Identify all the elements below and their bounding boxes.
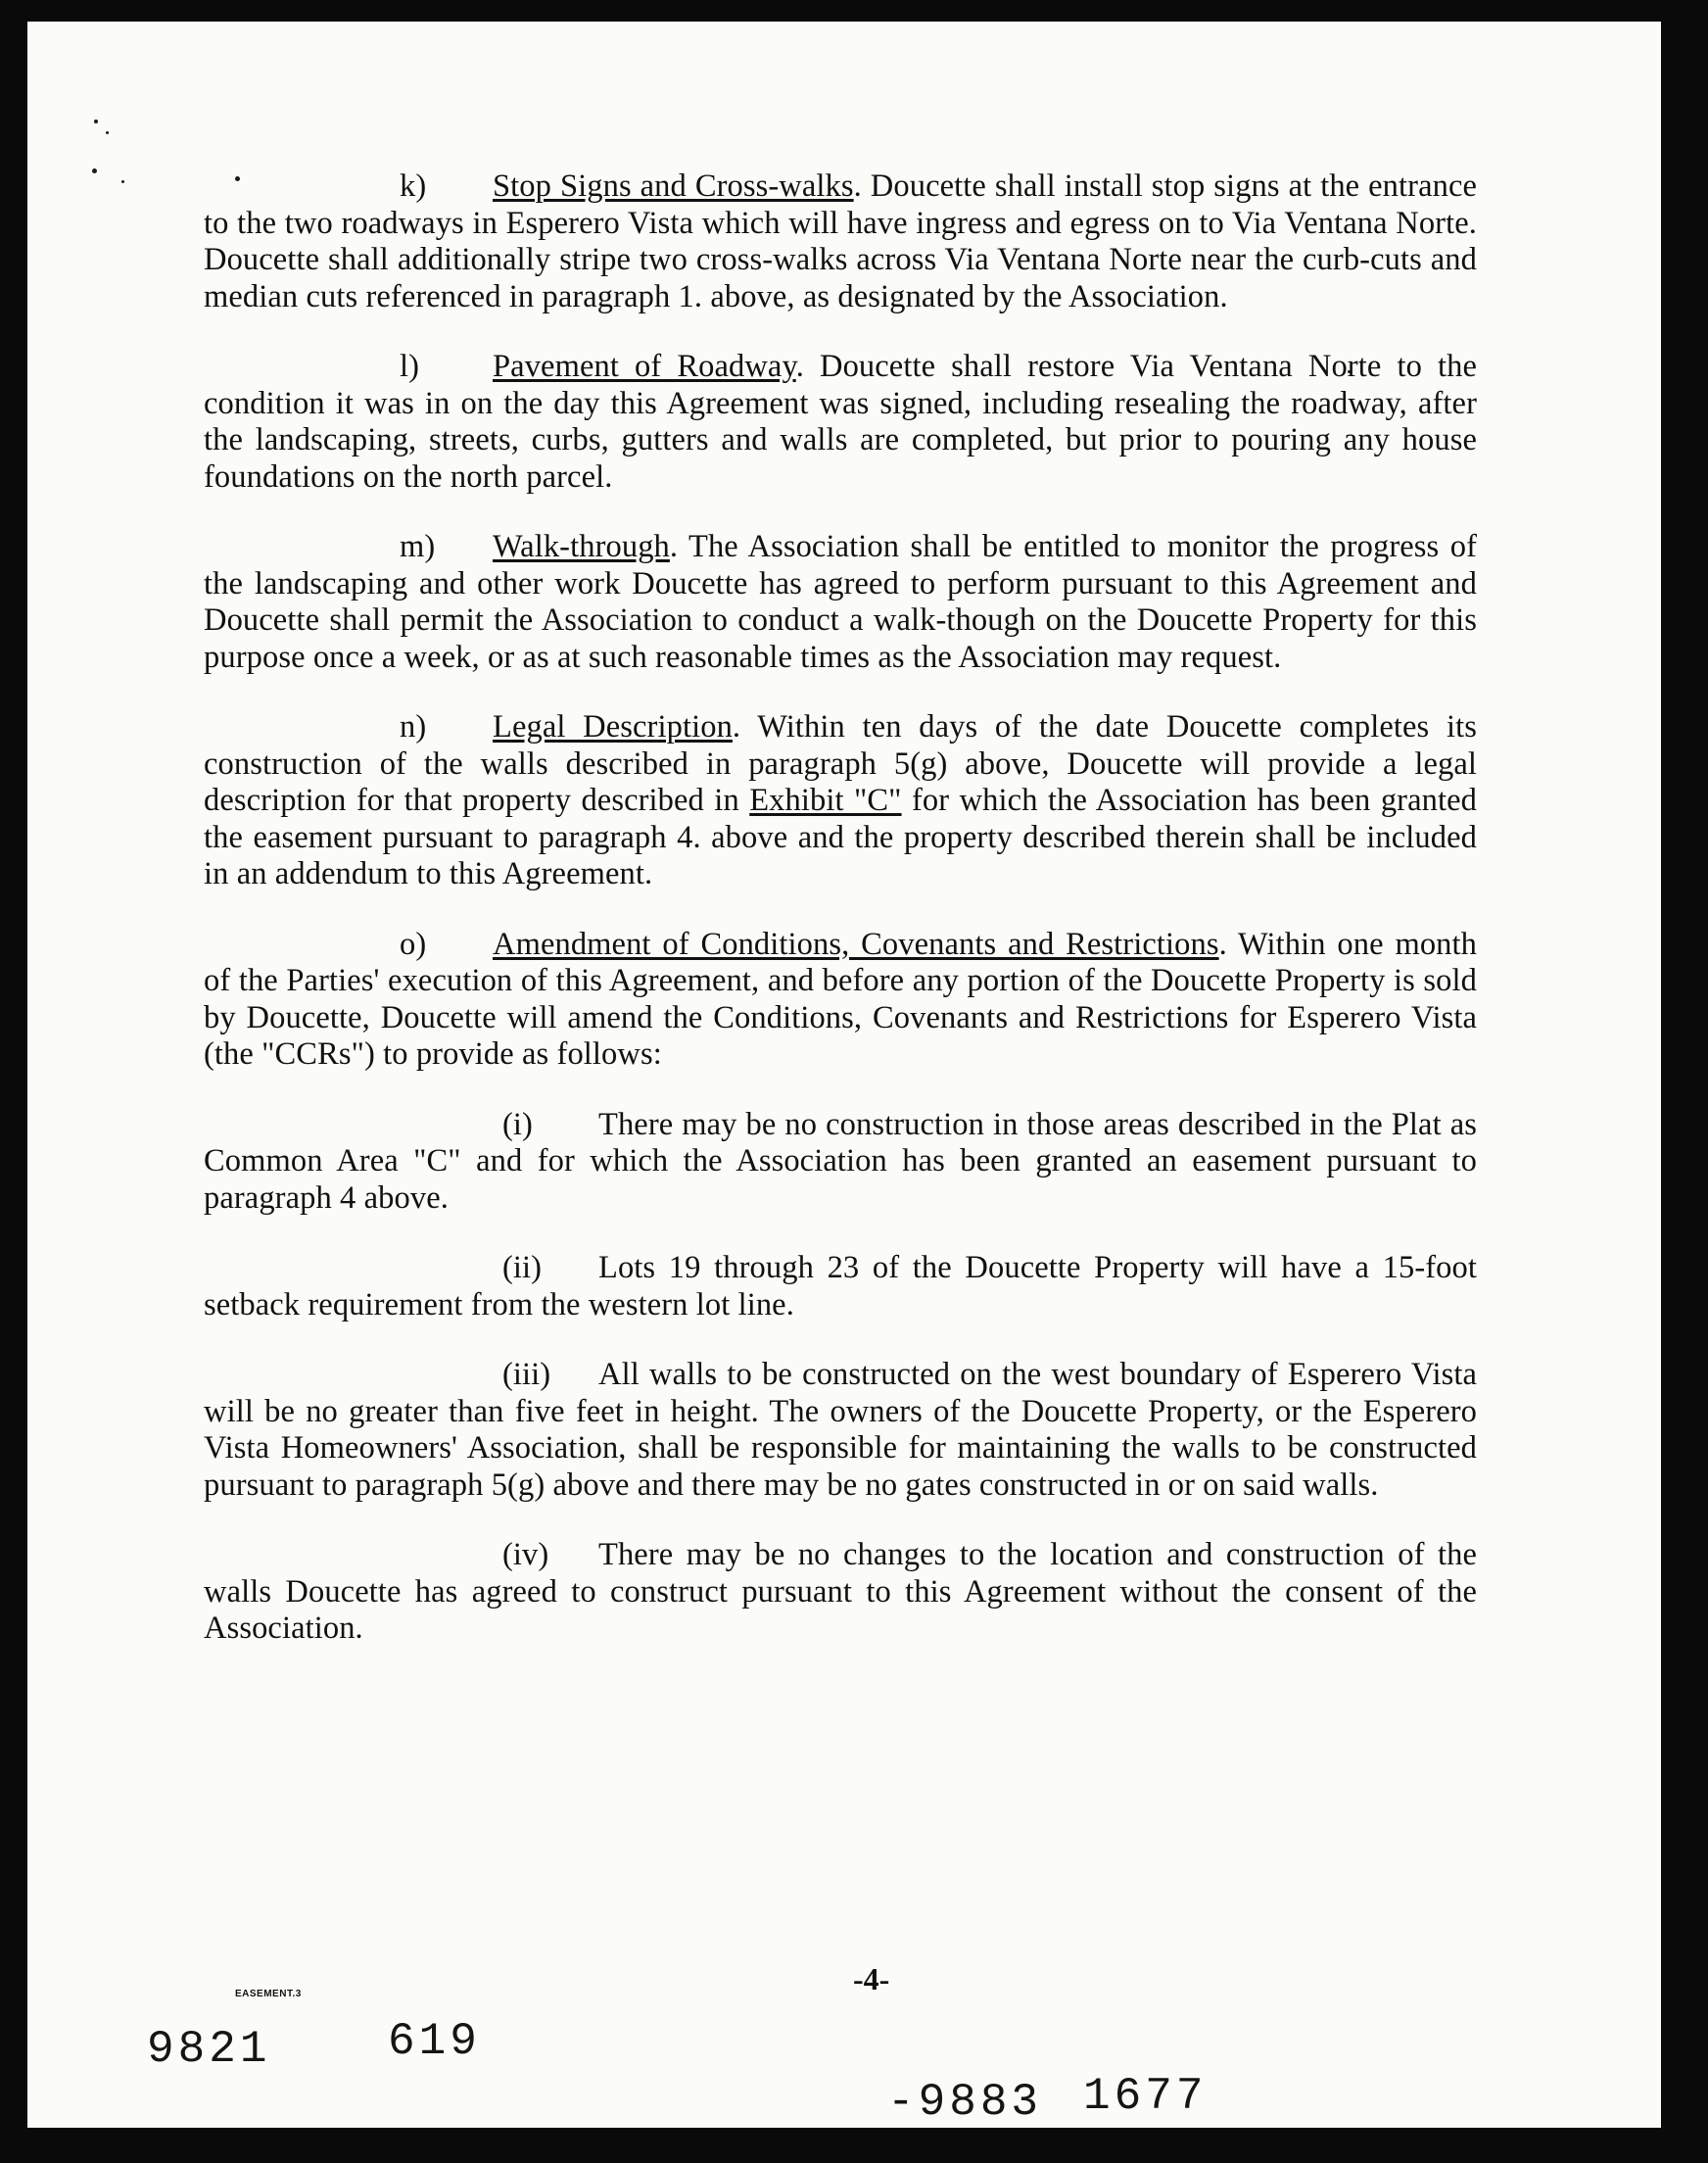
paragraph-text: Within one month of the Parties' execution of this Agreement, and before any portion of the Doucette Property is sold by Doucette, Doucette will amend the Conditions, Covenants and Restrictions for Esperero Vista (the "CCRs") to provide as follows: — [204, 926, 1478, 1072]
subparagraph-iii — [204, 1357, 1477, 1504]
paragraph-k: k) Stop Signs and Cross-walks. Doucette shall install stop signs at the entrance to the two roadways in Esperero Vista which will have ingress and egress on to Via Ventana Norte. Doucette shall additionally stripe two cross-walks across Via Ventana Norte near the curb-cuts and median cuts referenced in paragraph 1. above, as designated by the Association. — [204, 168, 1477, 314]
subparagraph-text: Lots 19 through 23 of the Doucette Property will have a 15-foot setback requirement from the western lot line. — [204, 1250, 1477, 1322]
paragraph-heading: Amendment of Conditions, Covenants and Restrictions — [493, 926, 1219, 962]
recording-docket-left: 9821 — [147, 2024, 271, 2075]
paragraph-n: n) Legal Description. Within ten days of the date Doucette completes its construction of the walls described in paragraph 5(g) above, Doucette will provide a legal description for that property described in Exhibit "C" for which the Association has been granted the easement pursuant to paragraph 4. above and the property described therein shall be included in an addendum to this Agreement. — [204, 709, 1478, 891]
scan-speck — [94, 120, 98, 123]
paragraph-heading: Legal Description — [493, 709, 733, 745]
paragraph-heading: Stop Signs and Cross-walks — [493, 168, 854, 204]
paragraph-marker: n) — [400, 709, 427, 745]
subparagraph-i — [204, 1107, 1477, 1218]
subparagraph-text: There may be no construction in those areas described in the Plat as Common Area "C" and for which the Association has been granted an easement pursuant to paragraph 4 above. — [204, 1106, 1477, 1216]
subparagraph-text: All walls to be constructed on the west boundary of Esperero Vista will be no greater than five feet in height. The owners of the Doucette Property, or the Esperero Vista Homeowners' Association, shall be responsible for maintaining the walls to be constructed pursuant to paragraph 5(g) above and there may be no gates constructed in or on said walls. — [204, 1357, 1477, 1503]
paragraph-m: m) Walk-through. The Association shall be entitled to monitor the progress of the landscaping and other work Doucette has agreed to perform pursuant to this Agreement and Doucette shall permit the Association to conduct a walk-though on the Doucette Property for this purpose once a week, or as at such reasonable times as the Association may request. — [204, 529, 1477, 675]
recording-docket-right: -9883 — [887, 2077, 1043, 2128]
recording-page-right: 1677 — [1083, 2071, 1208, 2122]
paragraph-marker: k) — [400, 168, 427, 204]
scan-speck — [121, 180, 124, 183]
exhibit-reference: Exhibit "C" — [749, 783, 902, 818]
subparagraph-text: There may be no changes to the location and construction of the walls Doucette has agreed to construct pursuant to this Agreement without the consent of the Association. — [204, 1537, 1477, 1646]
subparagraph-marker: (iv) — [502, 1537, 549, 1572]
paragraph-marker: l) — [400, 349, 420, 384]
subparagraph-ii — [204, 1250, 1477, 1323]
paragraph-text: Doucette shall install stop signs at the entrance to the two roadways in Esperero Vista which will have ingress and egress on to Via Ventana Norte. Doucette shall additionally stripe two cross-walks across Via Ventana Norte near the curb-cuts and median cuts referenced in paragraph 1. above, as designated by the Association. — [204, 168, 1477, 314]
form-code: EASEMENT.3 — [235, 1989, 302, 1999]
paragraph-marker: m) — [400, 529, 436, 564]
scan-speck — [106, 131, 109, 134]
paragraph-heading: Walk-through — [493, 529, 670, 564]
paragraph-text: for which the Association has been granted the easement pursuant to paragraph 4. above and the property described therein shall be included in an addendum to this Agreement. — [204, 783, 1477, 891]
subparagraph-marker: (i) — [502, 1106, 533, 1142]
document-page — [27, 22, 1661, 2128]
scan-speck — [92, 168, 97, 173]
subparagraph-marker: (ii) — [502, 1250, 543, 1285]
paragraph-marker: o) — [400, 926, 427, 962]
page-number: -4- — [853, 1961, 890, 1996]
paragraph-heading: Pavement of Roadway — [493, 349, 796, 384]
paragraph-text: Doucette shall restore Via Ventana Norte to the condition it was in on the day this Agreement was signed, including resealing the roadway, after the landscaping, streets, curbs, gutters and walls are completed, but prior to pouring any house foundations on the north parcel. — [204, 349, 1477, 495]
agreement-body — [204, 168, 1477, 1681]
subparagraph-marker: (iii) — [502, 1357, 551, 1392]
paragraph-text: Within ten days of the date Doucette completes its construction of the walls described in paragraph 5(g) above, Doucette will provide a legal description for that property described in — [204, 709, 1478, 818]
paragraph-o: o) Amendment of Conditions, Covenants and Restrictions. Within one month of the Parties' execution of this Agreement, and before any portion of the Doucette Property is sold by Doucette, Doucette will amend the Conditions, Covenants and Restrictions for Esperero Vista (the "CCRs") to provide as follows: — [204, 926, 1478, 1072]
paragraph-text: The Association shall be entitled to monitor the progress of the landscaping and other work Doucette has agreed to perform pursuant to this Agreement and Doucette shall permit the Association to conduct a walk-though on the Doucette Property for this purpose once a week, or as at such reasonable times as the Association may request. — [204, 529, 1477, 675]
paragraph-l: l) Pavement of Roadway. Doucette shall restore Via Ventana Norte to the condition it was in on the day this Agreement was signed, including resealing the roadway, after the landscaping, streets, curbs, gutters and walls are completed, but prior to pouring any house foundations on the north parcel. — [204, 349, 1477, 495]
recording-page-left: 619 — [388, 2016, 481, 2067]
subparagraph-iv — [204, 1537, 1477, 1648]
